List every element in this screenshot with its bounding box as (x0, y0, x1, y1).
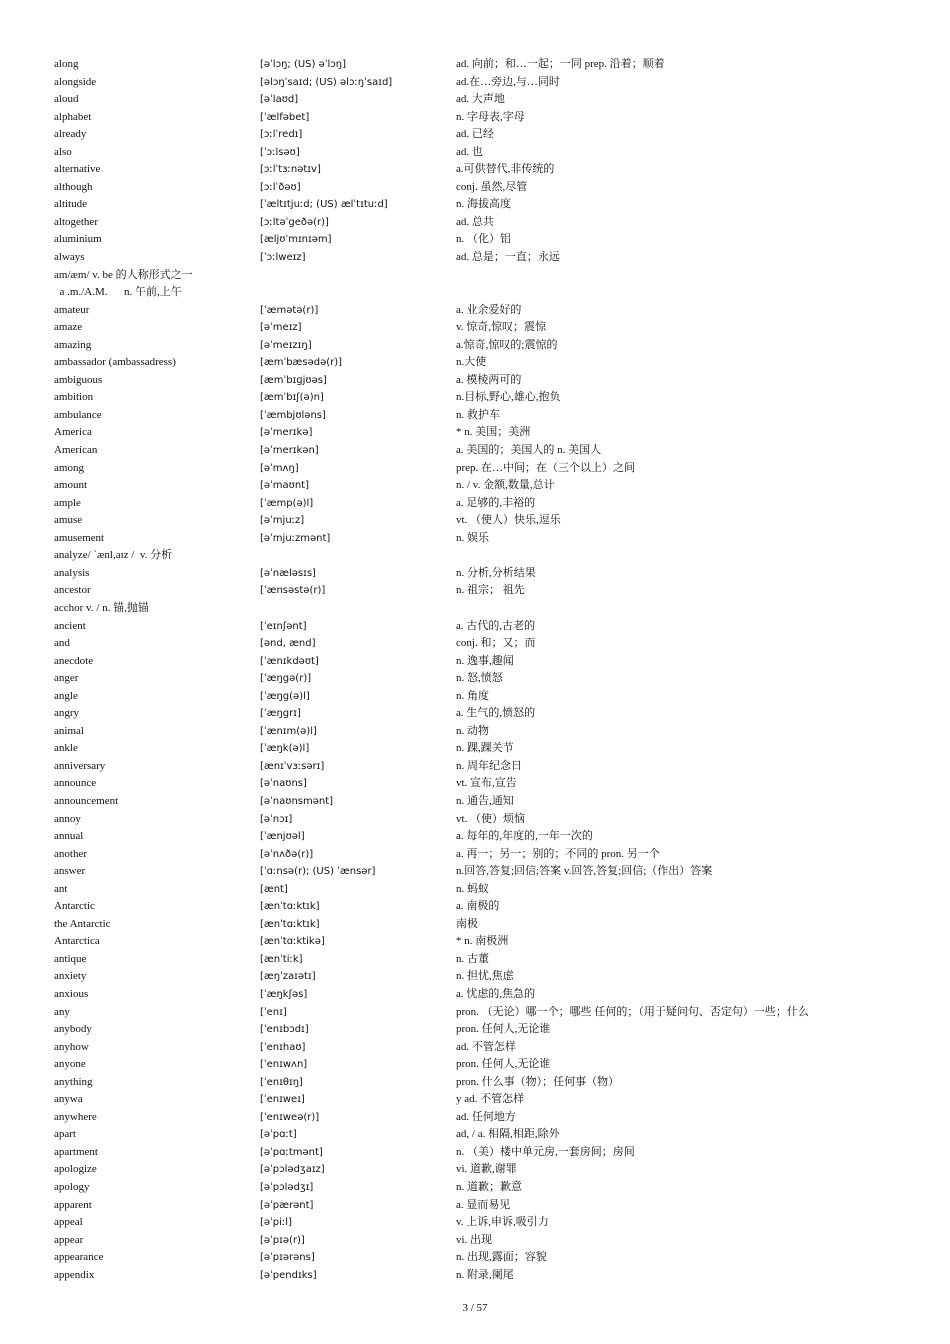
vocab-entry (54, 1161, 904, 1179)
entry-word: ambulance (54, 408, 102, 421)
entry-word: a .m./A.M. n. 午前,上午 (54, 286, 182, 299)
entry-definition: n. 古董 (456, 952, 489, 965)
entry-word: appearance (54, 1251, 104, 1264)
vocab-entry (54, 846, 904, 864)
vocab-entry (54, 565, 904, 583)
entry-word: apart (54, 1128, 76, 1141)
entry-phonetic: [ənd, ænd] (260, 638, 316, 650)
entry-definition: n.大使 (456, 356, 487, 369)
entry-word: ancestor (54, 584, 91, 597)
entry-phonetic: [ˈenɪwʌn] (260, 1059, 308, 1071)
entry-word: always (54, 251, 85, 264)
entry-word: anger (54, 672, 79, 685)
entry-phonetic: [əˈpɪə(r)] (260, 1234, 305, 1246)
entry-word: anxious (54, 987, 89, 1000)
entry-definition: ad.在…旁边,与…同时 (456, 75, 560, 88)
entry-word: aloud (54, 93, 79, 106)
entry-definition: n. （美）楼中单元房,一套房间；房间 (456, 1145, 635, 1158)
vocab-entry (54, 811, 904, 829)
vocab-entry (54, 249, 904, 267)
entry-definition: n. 海拔高度 (456, 198, 511, 211)
entry-phonetic: [əˈpendɪks] (260, 1269, 317, 1281)
entry-phonetic: [ˈænɪm(ə)l] (260, 725, 317, 737)
entry-phonetic: [əˈlɔŋ; (US) əˈlɔŋ] (260, 59, 347, 70)
entry-word: amateur (54, 303, 90, 316)
entry-definition: n. （化）铝 (456, 233, 511, 246)
entry-phonetic: [ˈeɪnʃənt] (260, 620, 307, 632)
vocab-entry (54, 1179, 904, 1197)
vocab-entry (54, 389, 904, 407)
entry-phonetic: [ɔːlˈtɜːnətɪv] (260, 164, 321, 176)
entry-phonetic: [ˈælfəbet] (260, 111, 310, 123)
vocab-entry (54, 144, 904, 162)
entry-phonetic: [əˈnæləsɪs] (260, 567, 316, 579)
entry-phonetic: [ænˈtɑːktɪk] (260, 918, 320, 930)
entry-definition: n. 踝,踝关节 (456, 742, 514, 755)
entry-word: apology (54, 1181, 90, 1193)
entry-word: alphabet (54, 110, 92, 123)
entry-word: Antarctica (54, 935, 100, 948)
vocab-entry (54, 828, 904, 846)
vocab-entry (54, 758, 904, 776)
vocab-entry (54, 512, 904, 530)
entry-word: also (54, 145, 72, 158)
vocab-entry (54, 495, 904, 513)
entry-definition: n. 蚂蚁 (456, 882, 489, 895)
entry-phonetic: [ˈɔːlsəʊ] (260, 146, 300, 158)
entry-definition: n. 怒,愤怒 (456, 672, 503, 685)
entry-word: anniversary (54, 759, 106, 772)
entry-definition: pron. 任何人,无论谁 (456, 1023, 551, 1036)
entry-phonetic: [əˈpɑːtmənt] (260, 1146, 323, 1158)
vocab-entry (54, 968, 904, 986)
entry-word: the Antarctic (54, 917, 111, 930)
entry-phonetic: [ˈɔːlweɪz] (260, 252, 306, 264)
vocab-entry (54, 1197, 904, 1215)
entry-phonetic: [ˈenɪweə(r)] (260, 1111, 320, 1123)
entry-word: ankle (54, 742, 78, 755)
vocab-entry (54, 705, 904, 723)
entry-definition: n. / v. 金额,数量,总计 (456, 479, 555, 492)
vocab-entry (54, 740, 904, 758)
entry-phonetic: [ænɪˈvɜːsərɪ] (260, 760, 325, 772)
entry-word: apartment (54, 1145, 98, 1158)
vocab-entry (54, 881, 904, 899)
entry-phonetic: [əˈlaʊd] (260, 94, 299, 106)
entry-phonetic: [əˈpɑːt] (260, 1129, 297, 1141)
vocab-entry (54, 916, 904, 934)
entry-definition: conj. 虽然,尽管 (456, 180, 528, 193)
entry-phonetic: [əˈmʌŋ] (260, 462, 299, 474)
entry-word: amount (54, 479, 87, 492)
vocab-entry (54, 179, 904, 197)
entry-phonetic: [ˈænsəstə(r)] (260, 585, 326, 597)
vocab-entry (54, 653, 904, 671)
entry-word: animal (54, 724, 84, 737)
page-number: 3 / 57 (462, 1302, 488, 1314)
vocab-entry (54, 1109, 904, 1127)
vocab-entry (54, 1091, 904, 1109)
vocab-entry (54, 231, 904, 249)
entry-word: annoy (54, 812, 81, 825)
vocab-entry (54, 424, 904, 442)
entry-definition: a. 古代的,古老的 (456, 619, 536, 632)
entry-phonetic: [ˈæltɪtjuːd; (US) ælˈtɪtuːd] (260, 199, 388, 211)
entry-word: announce (54, 777, 97, 790)
entry-definition: vt. （使人）快乐,逗乐 (456, 514, 561, 527)
entry-word: anybody (54, 1023, 92, 1036)
vocab-entry (54, 1021, 904, 1039)
entry-definition: n. 救护车 (456, 408, 500, 421)
entry-word: angle (54, 689, 78, 702)
entry-word: apologize (54, 1163, 97, 1176)
entry-phonetic: [æljʊˈmɪnɪəm] (260, 234, 332, 246)
entry-phonetic: [əˈnaʊnsmənt] (260, 795, 334, 807)
entry-phonetic: [ˈenɪhaʊ] (260, 1041, 306, 1053)
entry-word: any (54, 1005, 70, 1018)
entry-word: anyhow (54, 1040, 89, 1053)
entry-definition: pron. 任何人,无论谁 (456, 1058, 551, 1071)
vocab-entry (54, 477, 904, 495)
entry-word: appeal (54, 1216, 83, 1229)
entry-definition: a. 显而易见 (456, 1198, 511, 1211)
vocab-entry (54, 618, 904, 636)
entry-definition: pron. （无论）哪一个；哪些 任何的；（用于疑问句、否定句）一些；什么 (456, 1005, 809, 1018)
entry-word: anecdote (54, 654, 94, 667)
vocab-entry (54, 635, 904, 653)
entry-word: amaze (54, 321, 83, 334)
entry-phonetic: [ænˈtiːk] (260, 953, 303, 965)
entry-phonetic: [ˈænɪkdəʊt] (260, 655, 319, 667)
entry-phonetic: [əlɔŋˈsaɪd; (US) əlɔːŋˈsaɪd] (260, 76, 393, 88)
entry-word: analyze/ `ænl,aɪz / v. 分析 (54, 549, 173, 562)
entry-word: appendix (54, 1268, 95, 1281)
entry-definition: n. 出现,露面；容貌 (456, 1251, 547, 1264)
vocab-entry (54, 775, 904, 793)
vocabulary-list (54, 56, 904, 1284)
entry-definition: a. 足够的,丰裕的 (456, 496, 536, 509)
entry-definition: * n. 南极洲 (456, 935, 509, 948)
entry-phonetic: [ˈæŋg(ə)l] (260, 690, 310, 702)
vocab-entry (54, 723, 904, 741)
entry-word: ancient (54, 619, 86, 632)
entry-word: alternative (54, 163, 101, 176)
entry-word: altitude (54, 198, 87, 211)
entry-phonetic: [æmˈbɪʃ(ə)n] (260, 392, 324, 404)
entry-phonetic: [ˈenɪweɪ] (260, 1094, 305, 1106)
entry-word: alongside (54, 75, 97, 88)
entry-definition: ad. 也 (456, 145, 483, 158)
entry-definition: pron. 什么事（物）；任何事（物） (456, 1075, 620, 1088)
entry-definition: n.目标,野心,雄心,抱负 (456, 391, 561, 404)
entry-word: anxiety (54, 970, 87, 983)
entry-word: amusement (54, 531, 105, 544)
entry-word: apparent (54, 1198, 92, 1211)
vocab-entry (54, 319, 904, 337)
entry-word: amazing (54, 338, 92, 351)
vocab-entry (54, 1126, 904, 1144)
vocab-entry (54, 372, 904, 390)
vocab-entry (54, 126, 904, 144)
vocab-entry (54, 442, 904, 460)
entry-definition: ad. 向前；和…一起；一同 prep. 沿着；顺着 (456, 58, 665, 70)
entry-phonetic: [ænt] (260, 883, 288, 895)
entry-word: America (54, 426, 92, 439)
entry-phonetic: [ˈæŋk(ə)l] (260, 743, 310, 755)
entry-definition: n. 分析,分析结果 (456, 566, 536, 579)
entry-definition: v. 上诉,申诉,吸引力 (456, 1216, 549, 1229)
entry-definition: n. 通告,通知 (456, 794, 514, 807)
entry-definition: a. 每年的,年度的,一年一次的 (456, 830, 593, 843)
vocab-entry (54, 898, 904, 916)
vocab-entry (54, 1039, 904, 1057)
vocab-entry (54, 1144, 904, 1162)
entry-definition: n. 字母表,字母 (456, 110, 525, 123)
entry-word: although (54, 180, 93, 193)
vocab-entry (54, 1232, 904, 1250)
vocab-entry (54, 337, 904, 355)
entry-phonetic: [əˈpɪərəns] (260, 1252, 315, 1264)
entry-definition: n.回答,答复;回信;答案 v.回答,答复;回信;（作出）答案 (456, 865, 713, 878)
vocab-entry (54, 1056, 904, 1074)
entry-word: anything (54, 1075, 93, 1088)
entry-phonetic: [əˈnaʊns] (260, 778, 307, 790)
vocab-entry (54, 196, 904, 214)
entry-definition: n. 逸事,趣闻 (456, 654, 514, 667)
entry-definition: n. 动物 (456, 724, 489, 737)
entry-phonetic: [ˈenɪ] (260, 1006, 287, 1018)
entry-definition: n. 道歉；歉意 (456, 1181, 522, 1193)
vocab-entry (54, 109, 904, 127)
entry-phonetic: [ˈæmətə(r)] (260, 304, 319, 316)
entry-word: ambiguous (54, 373, 103, 386)
vocab-entry (54, 91, 904, 109)
entry-definition: a. 再一；另一；别的；不同的 pron. 另一个 (456, 847, 660, 860)
entry-word: ample (54, 496, 81, 509)
entry-definition: ad. 大声地 (456, 93, 505, 106)
vocab-entry (54, 302, 904, 320)
entry-definition: a. 生气的,愤怒的 (456, 707, 536, 720)
vocab-entry (54, 1249, 904, 1267)
vocab-entry (54, 161, 904, 179)
entry-phonetic: [əˈmerɪkə] (260, 427, 313, 439)
entry-word: and (54, 637, 70, 650)
entry-definition: ad, / a. 相隔,相距,除外 (456, 1128, 560, 1141)
entry-phonetic: [əˈmerɪkən] (260, 445, 319, 457)
entry-definition: a. 模棱两可的 (456, 373, 522, 386)
entry-phonetic: [ænˈtɑːktɪk] (260, 901, 320, 913)
vocab-entry (54, 688, 904, 706)
vocab-entry (54, 56, 904, 74)
entry-definition: ad. 总是；一直；永远 (456, 251, 560, 264)
entry-definition: n. 祖宗； 祖先 (456, 584, 525, 597)
entry-definition: ad. 已经 (456, 128, 494, 141)
vocab-entry (54, 933, 904, 951)
entry-definition: n. 附录,阑尾 (456, 1268, 514, 1281)
vocab-entry (54, 1267, 904, 1285)
entry-word: appear (54, 1233, 84, 1246)
entry-phonetic: [əˈnʌðə(r)] (260, 848, 314, 860)
entry-definition: n. 角度 (456, 689, 489, 702)
entry-word: among (54, 461, 84, 474)
entry-definition: vi. 出现 (456, 1233, 493, 1246)
entry-word: angry (54, 707, 80, 720)
entry-word: annual (54, 830, 84, 843)
entry-definition: y ad. 不管怎样 (456, 1093, 525, 1106)
vocab-entry (54, 74, 904, 92)
entry-phonetic: [ˈenɪθɪŋ] (260, 1076, 303, 1088)
entry-phonetic: [əˈmeɪzɪŋ] (260, 339, 312, 351)
entry-phonetic: [ˈæmbjʊləns] (260, 409, 326, 421)
vocab-entry (54, 1074, 904, 1092)
entry-word: another (54, 847, 87, 860)
entry-definition: vt. （使）烦恼 (456, 812, 526, 825)
entry-definition: a.可供替代,非传统的 (456, 163, 555, 176)
entry-phonetic: [ˈæmp(ə)l] (260, 497, 314, 509)
entry-word: acchor v. / n. 锚,抛锚 (54, 601, 149, 614)
vocab-entry (54, 600, 904, 618)
entry-phonetic: [əˈmjuːz] (260, 515, 305, 527)
entry-definition: ad. 任何地方 (456, 1110, 516, 1123)
entry-phonetic: [ˈɑːnsə(r); (US) ˈænsər] (260, 866, 376, 878)
entry-phonetic: [ɔːlˈðəʊ] (260, 181, 301, 193)
entry-word: altogether (54, 215, 98, 228)
entry-word: announcement (54, 794, 119, 807)
entry-phonetic: [əˈmeɪz] (260, 322, 302, 334)
vocab-entry (54, 267, 904, 285)
entry-phonetic: [ɔːlˈredɪ] (260, 129, 303, 141)
entry-word: ant (54, 882, 68, 895)
entry-definition: a. 忧虑的,焦急的 (456, 987, 536, 1000)
entry-phonetic: [əˈpærənt] (260, 1199, 314, 1211)
entry-phonetic: [əˈpɔlədʒɪ] (260, 1182, 314, 1193)
entry-word: anywa (54, 1093, 83, 1106)
entry-phonetic: [ˈænjʊəl] (260, 831, 305, 843)
vocab-entry (54, 460, 904, 478)
entry-word: already (54, 128, 87, 141)
entry-definition: ad. 总共 (456, 215, 494, 228)
entry-word: analysis (54, 566, 90, 579)
entry-phonetic: [ˈæŋgə(r)] (260, 673, 312, 685)
entry-definition: vi. 道歉,谢罪 (456, 1163, 517, 1176)
entry-definition: a. 业余爱好的 (456, 303, 522, 316)
entry-word: along (54, 58, 79, 70)
vocab-entry (54, 354, 904, 372)
entry-word: aluminium (54, 233, 102, 246)
entry-definition: conj. 和；又；而 (456, 637, 536, 650)
entry-definition: n. 娱乐 (456, 531, 489, 544)
vocab-entry (54, 1214, 904, 1232)
entry-definition: a. 美国的；美国人的 n. 美国人 (456, 444, 602, 457)
vocab-entry (54, 284, 904, 302)
entry-word: anyone (54, 1058, 86, 1071)
entry-definition: ad. 不管怎样 (456, 1040, 516, 1053)
entry-phonetic: [ænˈtɑːktikə] (260, 936, 325, 948)
vocab-entry (54, 1004, 904, 1022)
entry-word: American (54, 444, 98, 457)
entry-phonetic: [əˈpiːl] (260, 1217, 292, 1229)
entry-phonetic: [ˈæŋgrɪ] (260, 708, 301, 720)
vocab-entry (54, 670, 904, 688)
vocab-entry (54, 214, 904, 232)
entry-word: amuse (54, 514, 83, 527)
vocab-entry (54, 530, 904, 548)
entry-definition: vt. 宣布,宣告 (456, 777, 517, 790)
entry-phonetic: [æmˈbɪɡjʊəs] (260, 374, 327, 386)
vocab-entry (54, 986, 904, 1004)
entry-word: ambition (54, 391, 94, 404)
entry-word: Antarctic (54, 900, 95, 913)
entry-phonetic: [ɔːltəˈgeðə(r)] (260, 216, 329, 228)
entry-definition: 南极 (456, 917, 478, 930)
entry-definition: n. 担忧,焦虑 (456, 970, 514, 983)
entry-word: answer (54, 865, 86, 878)
entry-definition: n. 周年纪念日 (456, 759, 522, 772)
entry-definition: * n. 美国；美洲 (456, 426, 531, 439)
entry-phonetic: [æmˈbæsədə(r)] (260, 357, 343, 369)
entry-word: antique (54, 952, 87, 965)
entry-phonetic: [əˈmaʊnt] (260, 480, 310, 492)
entry-definition: v. 惊奇,惊叹；震惊 (456, 321, 547, 334)
entry-phonetic: [æŋˈzaɪətɪ] (260, 971, 316, 983)
vocab-entry (54, 547, 904, 565)
entry-word: am/æm/ v. be 的人称形式之一 (54, 268, 193, 281)
entry-phonetic: [əˈpɔlədʒaɪz] (260, 1164, 325, 1176)
vocab-entry (54, 407, 904, 425)
entry-phonetic: [əˈmjuːzmənt] (260, 532, 331, 544)
vocab-entry (54, 863, 904, 881)
entry-definition: a. 南极的 (456, 900, 500, 913)
vocab-entry (54, 582, 904, 600)
entry-phonetic: [ˈenɪbɔdɪ] (260, 1024, 309, 1036)
entry-phonetic: [ˈæŋkʃəs] (260, 988, 308, 1000)
entry-phonetic: [əˈnɔɪ] (260, 813, 293, 825)
entry-word: anywhere (54, 1110, 97, 1123)
vocab-entry (54, 793, 904, 811)
entry-word: ambassador (ambassadress) (54, 356, 176, 369)
vocab-entry (54, 951, 904, 969)
entry-definition: a.惊奇,惊叹的;震惊的 (456, 338, 558, 351)
entry-definition: prep. 在…中间；在（三个以上）之间 (456, 461, 636, 474)
